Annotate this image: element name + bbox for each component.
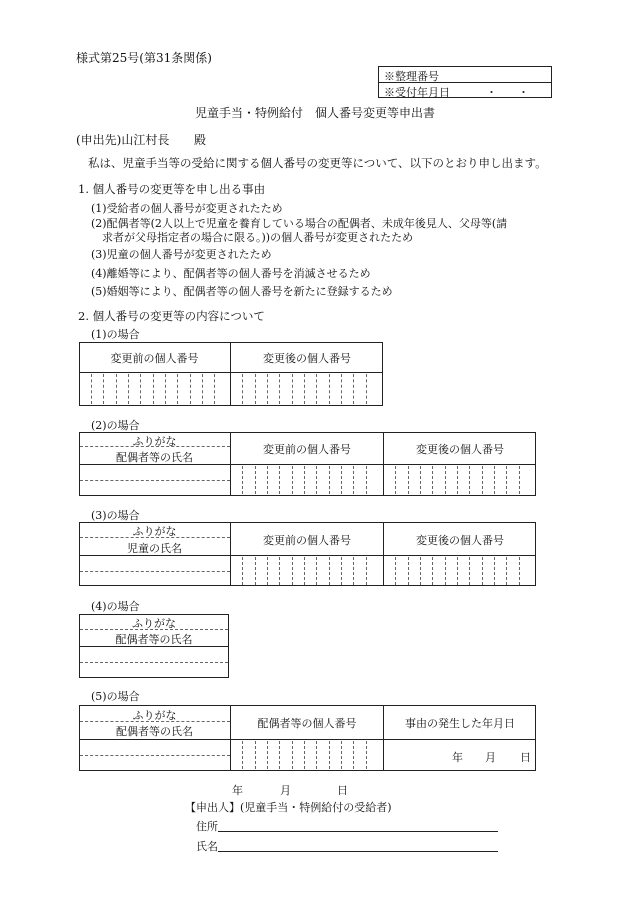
case5-label: (5)の場合 [91, 690, 140, 703]
address-label: 住所 [196, 820, 218, 833]
name-label: 氏名 [196, 840, 218, 853]
reason-item: (3)児童の個人番号が変更されたため [91, 248, 272, 261]
submission-day-label: 日 [337, 784, 348, 797]
submission-month-label: 月 [280, 784, 291, 797]
after-number-header: 変更後の個人番号 [416, 534, 504, 547]
reason-item: (2)配偶者等(2人以上で児童を養育している場合の配偶者、未成年後見人、父母等(請 [91, 217, 508, 230]
receipt-date-dot: ・ [518, 86, 529, 99]
event-year-label: 年 [452, 751, 463, 764]
document-title: 児童手当・特例給付 個人番号変更等申出書 [195, 106, 436, 120]
applicant-heading: 【申出人】(児童手当・特例給付の受給者) [185, 801, 392, 814]
after-number-header: 変更後の個人番号 [416, 443, 504, 456]
case3-label: (3)の場合 [91, 509, 140, 522]
case4-label: (4)の場合 [91, 600, 140, 613]
spouse-name-label: 配偶者等の氏名 [116, 451, 193, 464]
reason-item-continuation: 求者が父母指定者の場合に限る。))の個人番号が変更されたため [102, 231, 414, 244]
section1-heading: 1. 個人番号の変更等を申し出る事由 [78, 182, 266, 196]
section2-heading: 2. 個人番号の変更等の内容について [78, 309, 265, 323]
receipt-date-label: ※受付年月日 [384, 86, 450, 99]
addressee-honorific: 殿 [194, 133, 207, 147]
case1-label: (1)の場合 [91, 328, 140, 341]
reason-item: (5)婚姻等により、配偶者等の個人番号を新たに登録するため [91, 285, 393, 298]
before-number-header: 変更前の個人番号 [110, 352, 199, 365]
registration-number-label: ※整理番号 [384, 70, 439, 83]
reason-item: (4)離婚等により、配偶者等の個人番号を消滅させるため [91, 267, 371, 280]
submission-year-label: 年 [232, 784, 243, 797]
event-month-label: 月 [485, 751, 496, 764]
case2-label: (2)の場合 [91, 419, 140, 432]
event-day-label: 日 [520, 751, 531, 764]
furigana-label: ふりがな [132, 435, 177, 448]
before-number-header: 変更前の個人番号 [263, 443, 351, 456]
furigana-label: ふりがな [132, 525, 177, 538]
form-number: 様式第25号(第31条関係) [76, 51, 212, 65]
intro-text: 私は、児童手当等の受給に関する個人番号の変更等について、以下のとおり申し出ます。 [88, 156, 547, 170]
address-field[interactable] [218, 831, 498, 832]
before-number-header: 変更前の個人番号 [263, 534, 351, 547]
spouse-name-label: 配偶者等の氏名 [115, 633, 193, 646]
name-field[interactable] [218, 851, 498, 852]
reason-item: (1)受給者の個人番号が変更されたため [91, 202, 283, 215]
receipt-date-dot: ・ [486, 86, 497, 99]
addressee-label: (申出先)山江村長 [76, 133, 170, 147]
after-number-header: 変更後の個人番号 [263, 352, 351, 365]
spouse-name-label: 配偶者等の氏名 [116, 725, 193, 738]
spouse-number-header: 配偶者等の個人番号 [257, 717, 357, 730]
child-name-label: 児童の氏名 [127, 542, 182, 555]
furigana-label: ふりがな [132, 617, 176, 630]
furigana-label: ふりがな [132, 709, 177, 722]
event-date-header: 事由の発生した年月日 [405, 717, 515, 730]
